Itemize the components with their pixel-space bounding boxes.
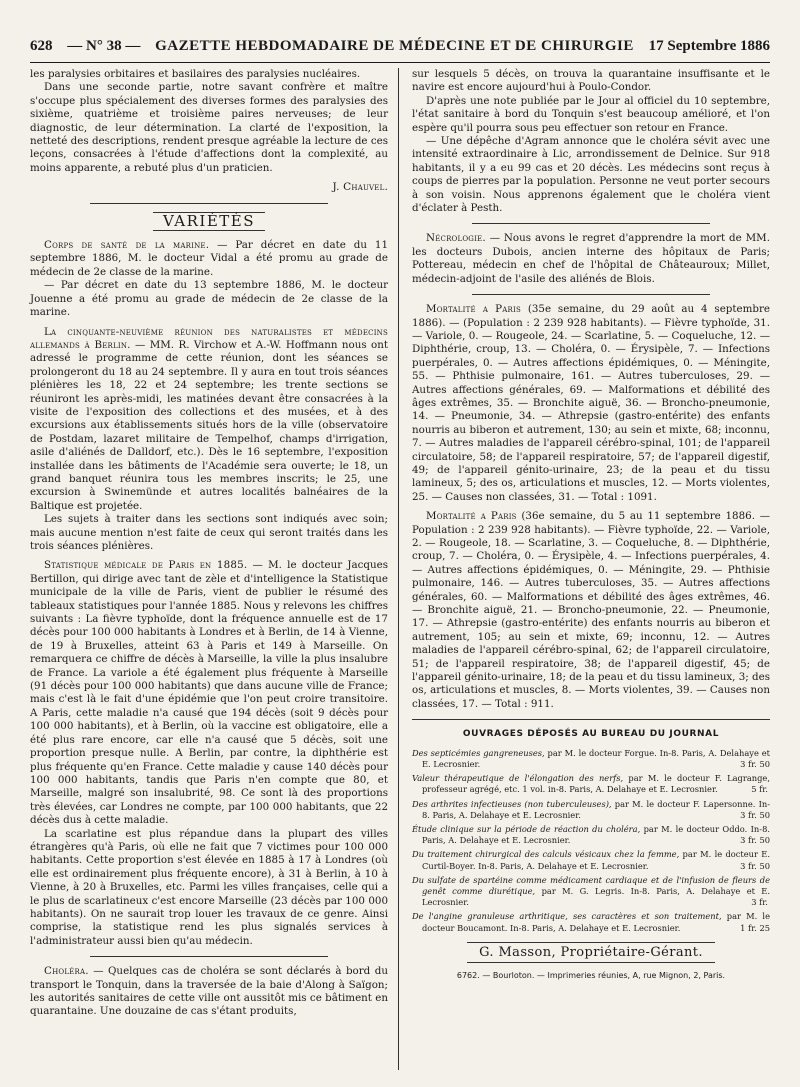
ouvrage-item xyxy=(412,799,770,821)
intro-paragraph-2: Dans une seconde partie, notre savant confrère et maître s'occupe plus spécialement des diverses formes des paralysies des sixième, quatrième et troisième paires nerveuses; de leur diagnostic, de leur détermination. La clarté de l'exposition, la netteté des descriptions, rendent presque agréable la lecture de ces leçons, consacrées à l'étude d'affections dont la complexité, au moins apparente, a rebuté plus d'un praticien. xyxy=(30,81,388,174)
ouvrage-details: par M. le docteur F. Lagrange, professeur agrégé, etc. 1 vol. in-8. Paris, A. Delahaye et E. Lecrosnier. xyxy=(422,773,770,795)
ouvrages-list xyxy=(412,748,770,934)
separator xyxy=(412,719,770,720)
ouvrage-title: Des septicémies gangreneuses, xyxy=(412,747,545,758)
ouvrage-details: par M. le docteur E. Curtil-Boyer. In-8. Paris, A. Delahaye et E. Lecrosnier. xyxy=(422,849,770,871)
ouvrage-item xyxy=(412,773,770,795)
ouvrages-heading: OUVRAGES DÉPOSÉS AU BUREAU DU JOURNAL xyxy=(462,729,720,740)
ouvrage-title: Du sulfate de spartéine comme médicament cardiaque et de l'infusion de fleurs de genêt comme diurétique, xyxy=(412,874,770,896)
sante-text: — Par décret en date du 11 septembre 1886, M. le docteur Vidal a été promu au grade de médecin de 2e classe de la marine. xyxy=(30,239,388,278)
mortalite-lead-1: Mortalité a Paris xyxy=(426,303,521,316)
ouvrage-details: par M. le docteur F. Lapersonne. In-8. Paris, A. Delahaye et E. Lecrosnier. xyxy=(422,798,771,820)
reunion-paragraph-2: Les sujets à traiter dans les sections sont indiqués avec soin; mais aucune mention n'est faite de ceux qui seront traités dans les trois séances plénières. xyxy=(30,513,388,552)
publisher-box xyxy=(412,942,770,963)
ouvrage-item xyxy=(412,875,770,909)
ouvrage-title: Des arthrites infectieuses (non tuberculeuses), xyxy=(412,798,612,809)
journal-officiel-paragraph: D'après une note publiée par le Jour al officiel du 10 septembre, l'état sanitaire à bord du Tonquin s'est beaucoup amélioré, et l'on espère qu'il pourra sous peu effectuer son retour en France. xyxy=(412,94,770,134)
mortalite-paragraph-2 xyxy=(412,510,770,711)
ouvrage-item xyxy=(412,911,770,933)
sante-paragraph xyxy=(30,239,388,279)
separator xyxy=(90,956,328,957)
cholera-lead: Choléra. xyxy=(44,965,89,978)
ouvrage-price: 1 fr. 25 xyxy=(740,922,770,933)
running-header xyxy=(30,38,770,63)
stat-paragraph-2: La scarlatine est plus répandue dans la plupart des villes étrangères qu'à Paris, où elle ne fait que 7 victimes pour 100 000 habitants. Cette proportion s'est élevée en 1885 à 17 à Londres (où elle est ordinairement plus fréquente encore), à 31 à Berlin, à 10 à Vienne, à 20 à Bruxelles, etc. Parmi les villes françaises, celle qui a le plus de scarlatineux c'est encore Marseille (23 décès par 100 000 habitants). On ne saurait trop louer les travaux de ce genre. Ainsi comprise, la statistique rend les plus signalés services à l'administrateur aussi bien qu'au médecin. xyxy=(30,827,388,947)
issue-date: 17 Septembre 1886 xyxy=(648,38,770,54)
left-column xyxy=(30,68,388,1019)
right-column xyxy=(412,68,770,983)
cholera-text: — Quelques cas de choléra se sont déclarés à bord du transport le Tonquin, dans la traversée de la baie d'Along à Saïgon; les autorités sanitaires de cette ville ont aussitôt mis ce bâtiment en quarantaine. Une douzaine de cas s'étant produits, xyxy=(30,965,388,1018)
ouvrage-price: 3 fr. xyxy=(751,897,768,908)
ouvrage-item xyxy=(412,824,770,846)
reunion-text: — MM. R. Virchow et A.-W. Hoffmann nous ont adressé le programme de cette réunion, dont les séances se prolongeront du 18 au 24 septembre. Il y aura en tout trois séances plénières les 18, 22 et 24 septembre; les trente sections se réuniront les après-midi, les matinées devant être consacrées à la visite de l'exposition des collections et des musées, et à des excursions aux établissements situés hors de la ville (observatoire de Postdam, lazaret militaire de Tempelhof, champs d'irrigation, asile d'aliénés de Dalldorf, etc.). Dès le 16 septembre, l'exposition installée dans les bâtiments de l'Académie sera ouverte; le 18, un grand banquet réunira tous les membres inscrits; le 25, une excursion à Swinemünde et autres localités balnéaires de la Baltique est projetée. xyxy=(30,338,388,512)
reunion-lead: La cinquante-neuvième réunion des naturalistes et médecins allemands à Berlin. xyxy=(30,325,388,351)
ouvrage-details: par M. le docteur Forgue. In-8. Paris, A. Delahaye et E. Lecrosnier. xyxy=(422,747,770,769)
ouvrage-title: Du traitement chirurgical des calculs vésicaux chez la femme, xyxy=(412,849,680,860)
mortalite-lead-2: Mortalité a Paris xyxy=(426,510,517,523)
mortalite-text-1: (35e semaine, du 29 août au 4 septembre 1886). — (Population : 2 239 928 habitants). — Fièvre typhoïde, 31. — Variole, 0. — Rougeole, 24. — Scarlatine, 5. — Coqueluche, 12. — Diphthérie, croup, 13. — Choléra, 0. — Érysipèle, 7. — Infections puerpérales, 0. — Autres affections épidémiques, 0. — Méningite, 55. — Phthisie pulmonaire, 161. — Autres tuberculoses, 29. — Autres affections générales, 69. — Malformations et débilité des âges extrêmes, 35. — Bronchite aiguë, 36. — Broncho-pneumonie, 14. — Pneumonie, 34. — Athrepsie (gastro-entérite) des enfants nourris au biberon et autrement, 130; au sein et mixte, 68; inconnu, 7. — Autres maladies de l'appareil cérébro-spinal, 101; de l'appareil circulatoire, 58; de l'appareil respiratoire, 57; de l'appareil digestif, 49; de l'appareil génito-urinaire, 23; de la peau et du tissu lamineux, 5; des os, articulations et muscles, 12. — Morts violentes, 25. — Causes non classées, 31. — Total : 1091. xyxy=(412,303,770,503)
separator xyxy=(472,223,710,224)
sante-lead: Corps de santé de la marine. xyxy=(44,239,210,252)
stat-text: — M. le docteur Jacques Bertillon, qui dirige avec tant de zèle et d'intelligence la Statistique municipale de la ville de Paris, vient de publier le résumé des tableaux statistiques pour l'année 1885. Nous y relevons les chiffres suivants : La fièvre typhoïde, dont la fréquence annuelle est de 17 décès pour 100 000 habitants à Londres et à Berlin, de 14 à Vienne, de 19 à Bruxelles, atteint 63 à Paris et 149 à Marseille. On remarquera ce chiffre de décès à Marseille, la ville la plus insalubre de France. La variole a été également plus fréquente à Marseille (91 décès pour 100 000 habitants) que dans aucune ville de France; mais c'est là le fait d'une épidémie que l'on peut croire transitoire. A Paris, cette maladie n'a causé que 194 décès (soit 9 décès pour 100 000 habitants), et à Berlin, où la vaccine est obligatoire, elle a été plus rare encore, car elle n'a causé que 5 décès, soit une proportion presque nulle. A Berlin, par contre, la diphthérie est plus fréquente qu'en France. Cette maladie y cause 140 décès pour 100 000 habitants, tandis que Paris n'en compte que 80, et Marseille, malgré son insalubrité, 98. Ce sont là des proportions très élevées, car Londres ne compte, par 100 000 habitants, que 22 décès dus à cette maladie. xyxy=(30,559,388,827)
issue-number: — N° 38 — xyxy=(67,38,141,54)
separator xyxy=(472,294,710,295)
separator xyxy=(90,203,328,204)
page-number: 628 xyxy=(30,38,53,54)
varietes-title: VARIÉTÉS xyxy=(153,212,265,231)
printer-line: 6762. — Bourloton. — Imprimeries réunies, A, rue Mignon, 2, Paris. xyxy=(456,971,726,981)
publisher-name: G. Masson, Propriétaire-Gérant. xyxy=(467,942,715,963)
mortalite-text-2: (36e semaine, du 5 au 11 septembre 1886. — Population : 2 239 928 habitants). — Fièvre typhoïde, 22. — Variole, 2. — Rougeole, 18. — Scarlatine, 3. — Coqueluche, 8. — Diphthérie, croup, 7. — Choléra, 0. — Érysipèle, 4. — Infections puerpérales, 4. — Autres affections épidémiques, 0. — Méningite, 29. — Phthisie pulmonaire, 146. — Autres tuberculoses, 35. — Autres affections générales, 60. — Malformations et débilité des âges extrêmes, 46. — Bronchite aiguë, 21. — Broncho-pneumonie, 22. — Pneumonie, 17. — Athrepsie (gastro-entérite) des enfants nourris au biberon et autrement, 105; au sein et mixte, 69; inconnu, 12. — Autres maladies de l'appareil cérébro-spinal, 62; de l'appareil circulatoire, 51; de l'appareil respiratoire, 38; de l'appareil digestif, 45; de l'appareil génito-urinaire, 18; de la peau et du tissu lamineux, 3; des os, articulations et muscles, 8. — Morts violentes, 39. — Causes non classées, 17. — Total : 911. xyxy=(412,510,770,710)
ouvrage-price: 5 fr. xyxy=(751,784,768,795)
ouvrage-item xyxy=(412,849,770,871)
ouvrage-item xyxy=(412,748,770,770)
necrologie-lead: Nécrologie. xyxy=(426,232,486,245)
newspaper-page xyxy=(30,38,770,1078)
columns xyxy=(30,68,770,1068)
necrologie-paragraph xyxy=(412,232,770,286)
intro-paragraph-1: les paralysies orbitaires et basilaires des paralysies nucléaires. xyxy=(30,68,361,80)
cholera-paragraph xyxy=(30,965,388,1019)
reunion-paragraph xyxy=(30,326,388,514)
ouvrage-details: par M. le docteur Oddo. In-8. Paris, A. Delahaye et E. Lecrosnier. xyxy=(422,823,770,846)
stat-paragraph xyxy=(30,559,388,827)
varietes-heading xyxy=(30,212,388,231)
stat-lead: Statistique médicale de Paris en 1885. xyxy=(44,559,248,572)
ouvrage-title: Valeur thérapeutique de l'élongation des nerfs, xyxy=(412,773,624,784)
cholera-continuation: sur lesquels 5 décès, on trouva la quarantaine insuffisante et le navire est encore aujourd'hui à Poulo-Condor. xyxy=(412,68,770,94)
ouvrage-price: 3 fr. 50 xyxy=(740,835,770,846)
ouvrage-price: 3 fr. 50 xyxy=(740,860,770,871)
ouvrage-price: 3 fr. 50 xyxy=(740,758,770,769)
author-signature: J. Chauvel. xyxy=(332,181,388,194)
mortalite-paragraph-1 xyxy=(412,303,770,504)
agram-paragraph: — Une dépêche d'Agram annonce que le choléra sévit avec une intensité extraordinaire à Lic, arrondissement de Delnice. Sur 918 habitants, il y a eu 99 cas et 20 décès. Les médecins sont reçus à coups de pierres par la population. Personne ne veut porter secours à son voisin. Nous apprenons également que le choléra vient d'éclater à Pesth. xyxy=(412,135,770,215)
necrologie-text: — Nous avons le regret d'apprendre la mort de MM. les docteurs Dubois, ancien interne des hôpitaux de Paris; Pottereau, médecin en chef de l'hôpital de Châteauroux; Millet, médecin-adjoint de l'asile des aliénés de Blois. xyxy=(412,232,770,285)
ouvrage-title: Étude clinique sur la période de réaction du choléra, xyxy=(412,823,641,834)
ouvrage-details: par M. le docteur Boucamont. In-8. Paris, A. Delahaye et E. Lecrosnier. xyxy=(422,911,770,933)
ouvrage-price: 3 fr. 50 xyxy=(740,809,770,820)
journal-title: GAZETTE HEBDOMADAIRE DE MÉDECINE ET DE CHIRURGIE xyxy=(155,38,634,54)
ouvrage-title: De l'angine granuleuse arthritique, ses caractères et son traitement, xyxy=(412,911,722,922)
sante-paragraph-2: — Par décret en date du 13 septembre 1886, M. le docteur Jouenne a été promu au grade de médecin de 2e classe de la marine. xyxy=(30,279,388,319)
ouvrage-details: par M. G. Legris. In-8. Paris, A. Delahaye et E. Lecrosnier. xyxy=(422,885,771,908)
